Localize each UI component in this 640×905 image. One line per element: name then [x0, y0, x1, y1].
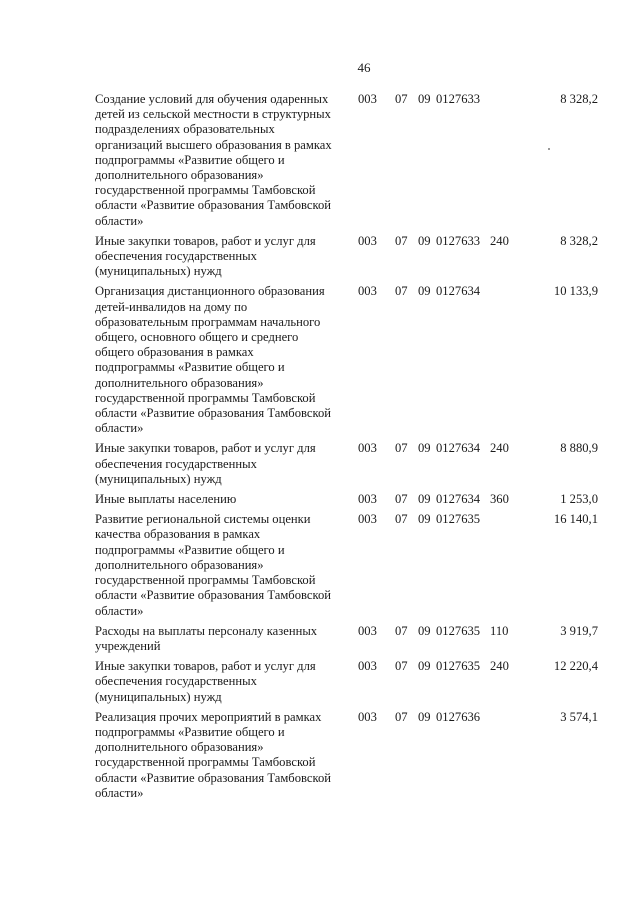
expense-type-code: 240: [490, 441, 509, 456]
row-description: Расходы на выплаты персоналу казенных учреждений: [95, 623, 318, 653]
subsection-code: 09: [418, 441, 431, 456]
row-description: Создание условий для обучения одаренных детей из сельской местности в структурных подразделениях образовательных организаций высшего образования в рамках подпрограммы «Развитие общего и дополнительного образования» государственной программы Тамбовской области «Развитие образования Тамбовской области»: [95, 92, 332, 228]
expense-type-code: 360: [490, 492, 509, 507]
row-description: Реализация прочих мероприятий в рамках подпрограммы «Развитие общего и дополнительного образования» государственной программы Тамбовской области «Развитие образования Тамбовской области»: [95, 709, 331, 800]
row-description: Иные закупки товаров, работ и услуг для обеспечения государственных (муниципальных) нужд: [95, 233, 316, 279]
row-description: Организация дистанционного образования детей-инвалидов на дому по образовательным программам начального общего, основного общего и среднего общего образования в рамках подпрограммы «Развитие общего и дополнительного образования» государственной программы Тамбовской области «Развитие образования Тамбовской области»: [95, 284, 331, 436]
section-code: 07: [395, 92, 408, 106]
target-article-code: 0127634: [436, 284, 481, 299]
ministry-code: 003: [358, 233, 377, 248]
subsection-code: 09: [418, 623, 431, 638]
section-code: 07: [395, 512, 408, 527]
section-code: 07: [395, 233, 408, 248]
table-row: [90, 92, 610, 229]
table-row: [90, 492, 610, 507]
row-description: Иные закупки товаров, работ и услуг для обеспечения государственных (муниципальных) нужд: [95, 659, 316, 704]
ministry-code: 003: [358, 659, 377, 674]
section-code: 07: [395, 623, 408, 638]
scan-speck: [548, 148, 550, 150]
target-article-code: 0127634: [436, 441, 481, 456]
subsection-code: 09: [418, 659, 431, 674]
target-article-code: 0127635: [436, 659, 481, 674]
table-row: [90, 710, 610, 801]
ministry-code: 003: [358, 284, 377, 299]
section-code: 07: [395, 659, 408, 674]
ministry-code: 003: [358, 623, 377, 638]
amount: 3 919,7: [560, 623, 598, 638]
ministry-code: 003: [358, 492, 377, 507]
amount: 8 880,9: [560, 441, 598, 456]
subsection-code: 09: [418, 284, 431, 299]
page-number: 46: [357, 60, 371, 75]
table-row: [90, 234, 610, 280]
row-description: Иные выплаты населению: [95, 492, 237, 507]
row-description: Иные закупки товаров, работ и услуг для обеспечения государственных (муниципальных) нужд: [95, 441, 316, 486]
target-article-code: 0127634: [436, 492, 481, 507]
subsection-code: 09: [418, 92, 431, 106]
amount: 8 328,2: [560, 233, 598, 248]
amount: 1 253,0: [560, 492, 598, 507]
target-article-code: 0127635: [436, 512, 481, 527]
expense-type-code: 240: [490, 659, 509, 674]
target-article-code: 0127636: [436, 709, 481, 724]
table-row: [90, 659, 610, 705]
subsection-code: 09: [418, 709, 431, 724]
amount: 8 328,2: [560, 92, 598, 106]
section-code: 07: [395, 284, 408, 299]
expense-type-code: 110: [490, 623, 509, 638]
table-row: [90, 441, 610, 487]
ministry-code: 003: [358, 512, 377, 527]
target-article-code: 0127633: [436, 92, 481, 106]
table-row: [90, 512, 610, 618]
subsection-code: 09: [418, 233, 431, 248]
ministry-code: 003: [358, 441, 377, 456]
ministry-code: 003: [358, 92, 377, 106]
table-row: [90, 284, 610, 436]
section-code: 07: [395, 441, 408, 456]
target-article-code: 0127633: [436, 233, 481, 248]
amount: 16 140,1: [553, 512, 598, 527]
amount: 12 220,4: [553, 659, 598, 674]
row-description: Развитие региональной системы оценки качества образования в рамках подпрограммы «Развитие общего и дополнительного образования» государственной программы Тамбовской области «Развитие образования Тамбовской области»: [95, 512, 331, 618]
amount: 3 574,1: [560, 709, 598, 724]
amount: 10 133,9: [553, 284, 598, 299]
expense-type-code: 240: [490, 233, 509, 248]
section-code: 07: [395, 492, 408, 507]
table-row: [90, 624, 610, 654]
ministry-code: 003: [358, 709, 377, 724]
subsection-code: 09: [418, 512, 431, 527]
subsection-code: 09: [418, 492, 431, 507]
section-code: 07: [395, 709, 408, 724]
target-article-code: 0127635: [436, 623, 481, 638]
budget-table: [90, 92, 610, 806]
